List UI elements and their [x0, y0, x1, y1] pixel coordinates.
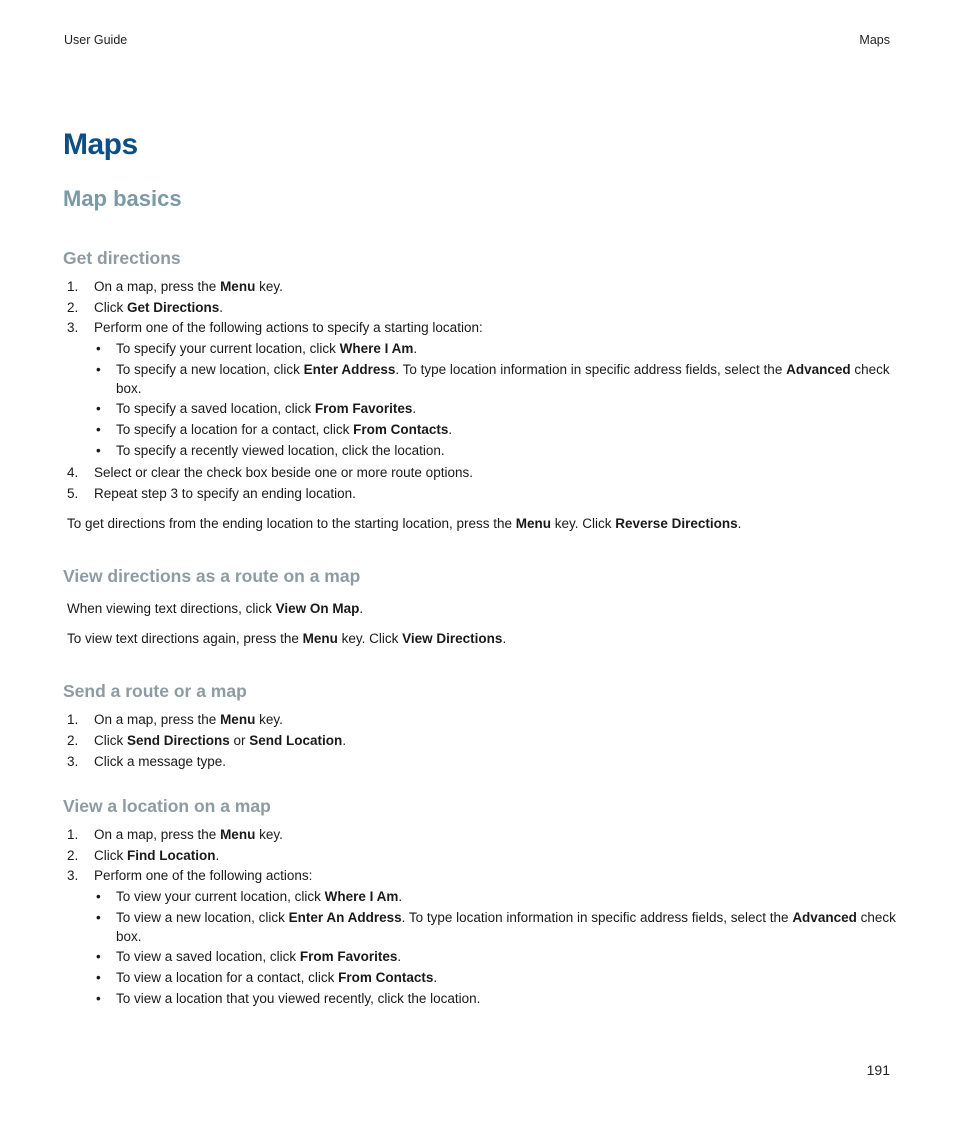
bullet-icon: • — [96, 341, 101, 356]
step-text: Perform one of the following actions: — [94, 868, 313, 883]
bullet-text: To specify a new location, click Enter Address. To type location information in specific address fields, select the Advanced check — [116, 362, 890, 377]
bullet-text-continued: box. — [116, 381, 142, 396]
bullet-icon: • — [96, 422, 101, 437]
step-text: Click Find Location. — [94, 848, 220, 863]
step-text: Select or clear the check box beside one or more route options. — [94, 465, 473, 480]
paragraph: When viewing text directions, click View On Map. — [67, 601, 364, 616]
step-text: Click Send Directions or Send Location. — [94, 733, 347, 748]
subsection-get-directions: Get directions — [63, 248, 181, 268]
step-number: 4. — [67, 465, 79, 480]
running-header-left: User Guide — [64, 33, 128, 47]
step-number: 2. — [67, 848, 79, 863]
step-number: 3. — [67, 868, 79, 883]
step-number: 3. — [67, 320, 79, 335]
bullet-icon: • — [96, 949, 101, 964]
step-number: 5. — [67, 486, 79, 501]
step-text: On a map, press the Menu key. — [94, 827, 283, 842]
step-text: Repeat step 3 to specify an ending location. — [94, 486, 356, 501]
step-text: Perform one of the following actions to specify a starting location: — [94, 320, 483, 335]
step-text: Click a message type. — [94, 754, 227, 769]
bullet-text: To view a location for a contact, click From Contacts. — [116, 970, 438, 985]
bullet-icon: • — [96, 991, 101, 1006]
step-text: On a map, press the Menu key. — [94, 279, 283, 294]
bullet-icon: • — [96, 970, 101, 985]
section-title: Map basics — [63, 186, 182, 211]
step-number: 2. — [67, 733, 79, 748]
step-number: 1. — [67, 712, 79, 727]
bullet-icon: • — [96, 910, 101, 925]
step-text: Click Get Directions. — [94, 300, 224, 315]
bullet-text: To view a saved location, click From Favorites. — [116, 949, 402, 964]
step-text: On a map, press the Menu key. — [94, 712, 283, 727]
subsection-view-location: View a location on a map — [63, 796, 271, 816]
bullet-text: To view your current location, click Where I Am. — [116, 889, 403, 904]
bullet-text-continued: box. — [116, 929, 142, 944]
bullet-text: To view a new location, click Enter An Address. To type location information in specific address fields, select the Advanced check — [116, 910, 896, 925]
running-header-right: Maps — [859, 33, 890, 47]
bullet-text: To specify a saved location, click From Favorites. — [116, 401, 417, 416]
bullet-icon: • — [96, 362, 101, 377]
paragraph: To view text directions again, press the Menu key. Click View Directions. — [67, 631, 507, 646]
page-title: Maps — [63, 128, 138, 161]
bullet-text: To specify a recently viewed location, click the location. — [116, 443, 445, 458]
bullet-icon: • — [96, 443, 101, 458]
bullet-text: To specify your current location, click Where I Am. — [116, 341, 418, 356]
step-number: 1. — [67, 279, 79, 294]
bullet-text: To view a location that you viewed recently, click the location. — [116, 991, 481, 1006]
page-number: 191 — [866, 1062, 890, 1078]
subsection-send-route: Send a route or a map — [63, 681, 247, 701]
bullet-text: To specify a location for a contact, click From Contacts. — [116, 422, 453, 437]
step-number: 1. — [67, 827, 79, 842]
step-number: 2. — [67, 300, 79, 315]
subsection-view-route: View directions as a route on a map — [63, 566, 361, 586]
step-number: 3. — [67, 754, 79, 769]
bullet-icon: • — [96, 889, 101, 904]
bullet-icon: • — [96, 401, 101, 416]
note-paragraph: To get directions from the ending location to the starting location, press the Menu key. Click Reverse Directions. — [67, 516, 742, 531]
